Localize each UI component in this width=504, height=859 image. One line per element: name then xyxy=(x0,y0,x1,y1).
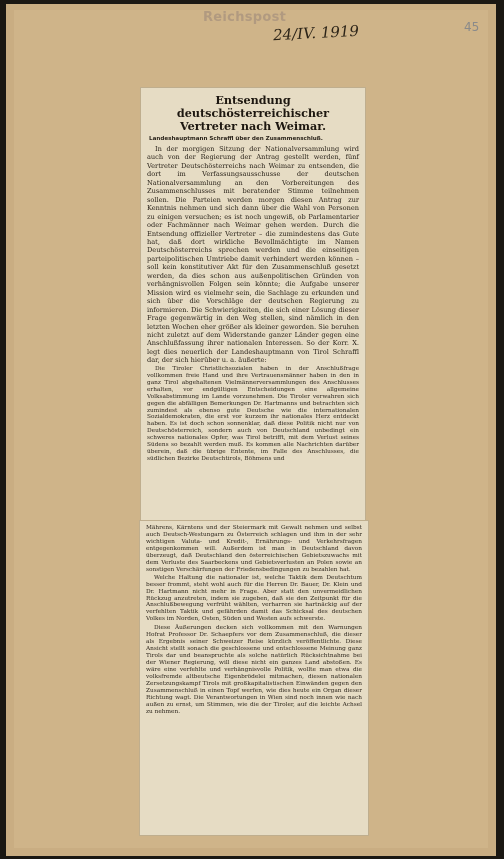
clipping-bottom xyxy=(140,521,368,835)
quoted-paragraph: Welche Haltung die nationaler ist, welche Taktik dem Deutschtum besser frommt, steht wohl auch für die Herren Dr. Bauer, Dr. Klein und Dr. Hartmann nicht mehr in Frage. Aber statt den unvermeidlichen Rückzug anzutreten, indem sie zugeben, daß sie den Zeitpunkt für die Anschlußbewegung verfrüht wählten, verharren sie hartnäckig auf der verfehlten Taktik und gefährden damit das Schicksal des deutschen Volkes im Norden, Osten, Süden und Westen aufs schwerste. xyxy=(146,574,362,623)
article-paragraph: Diese Äußerungen decken sich vollkommen mit den Warnungen Hofrat Professor Dr. Schaepfers vor dem Zusammenschluß, die dieser als Ergebnis seiner Schweizer Reise kürzlich veröffentlichte. Diese Ansicht stellt sonach die geschlossene und entschlossene Meinung ganz Tirols dar und beanspruchte als solche natürlich Rücksichtnahme bei der Wiener Regierung, will diese nicht ein ganzes Land abstoßen. Es wäre eine verfehlte und verhängnisvolle Politik, wollte man etwa die volksfremde altbeutsche Eigenbrödelei mitmachen, diesen nationalen Zersetzungskampf Tirols mit großkapitalistischen Einwänden gegen den Zusammenschluß in einen Topf werfen, wie dies heute ein Organ dieser Richtung wagt. Die Verantwortungen in Wien sind noch innen wie nach außen zu ernst, um Stimmen, wie die der Tiroler, auf die leichte Achsel zu nehmen. xyxy=(146,625,362,715)
archive-sheet xyxy=(6,4,496,856)
quoted-paragraph: Die Tiroler Christlichsozialen haben in der Anschlußfrage vollkommen freie Hand und ihre Vertrauensmänner haben in den in ganz Tirol abgehaltenen Vielmännerversammlungen des Anschlusses erhalten, vor endgültigen Entscheidungen eine allgemeine Volksabstimmung im Lande vorzunehmen. Die Tiroler verwahren sich gegen die abfälligen Bemerkungen Dr. Hartmanns und betrachten sich zumindest als ebenso gute Deutsche wie die internationalen Sozialdemokraten, die erst vor kurzem ihr nationales Herz entdeckt haben. Es ist doch schon sonnenklar, daß diese Politik nicht nur von Deutschösterreich, sondern auch von Deutschland unbedingt ein schweres nationales Opfer, was Tirol betrifft, mit dem Verlust seines Südens so bezahlt werden muß. Es kommen alle Nachrichten darüber überein, daß die übrige Entente, im Falle des Anschlusses, die südlichen Bezirke Deutschtirols, Böhmens und xyxy=(147,365,359,463)
clipping-top xyxy=(141,88,365,520)
headline xyxy=(147,94,359,133)
headline-line-2: Vertreter nach Weimar. xyxy=(179,119,326,133)
archive-page-number: 45 xyxy=(464,20,480,34)
article-paragraph: In der morgigen Sitzung der Nationalversammlung wird auch von der Regierung der Antrag gestellt werden, fünf Vertreter Deutschösterreichs nach Weimar zu entsenden, die dort im Verfassungsausschusse der deutschen Nationalversammlung an den Vorbereitungen des Zusammenschlusses mit beratender Stimme teilnehmen sollen. Die Parteien werden morgen diesen Antrag zur Kenntnis nehmen und sich dann über die Wahl von Personen zu einigen versuchen; es ist noch ungewiß, ob Parlamentarier oder Fachmänner nach Weimar gehen werden. Durch die Entsendung offizieller Vertreter – die zumindestens das Gute hat, daß dort wirkliche Bevollmächtigte im Namen Deutschösterreichs sprechen werden und die einseitigen parteipolitischen Umtriebe damit verhindert werden können – soll kein konstitutiver Akt für den Zusammenschluß gesetzt werden, da dies schon aus außenpolitischen Gründen von verhängnisvollen Folgen sein könnte; die Aufgabe unserer Mission wird es vielmehr sein, die Sachlage zu erkunden und sich über die Vorschläge der deutschen Regierung zu informieren. Die Schwierigkeiten, die sich einer Lösung dieser Frage gegenwärtig in den Weg stellen, sind nämlich in den letzten Wochen eher größer als kleiner geworden. Sie beruhen nicht zuletzt auf dem Widerstande ganzer Länder gegen eine Anschlußfassung ihrer nationalen Interessen. So der Korr. X. legt dies neuerlich der Landeshauptmann von Tirol Schraffl dar, der sich hierüber u. a. äußerte: xyxy=(147,145,359,365)
quoted-paragraph-continued: Mährens, Kärntens und der Steiermark mit Gewalt nehmen und selbst auch Deutsch-Westungarn zu Österreich schlagen und ihm in der sehr wichtigen Valuta- und Kredit-, Ernährungs- und Verkehrsfragen entgegenkommen will. Außerdem ist man in Deutschland davon überzeugt, daß Deutschland den österreichischen Gebietszuwachs mit dem Verluste des Saarbeckens und Gebietsverlusten an Polen sowie an sonstigen Verschärfungen der Friedensbedingungen zu bezahlen hat. xyxy=(146,525,362,573)
newspaper-stamp: Reichspost xyxy=(203,10,287,25)
handwritten-date: 24/IV. 1919 xyxy=(272,21,360,45)
headline-line-1: Entsendung deutschösterreichischer xyxy=(176,93,330,120)
subheadline: Landeshauptmann Schraffl über den Zusammenschluß. xyxy=(149,136,323,142)
